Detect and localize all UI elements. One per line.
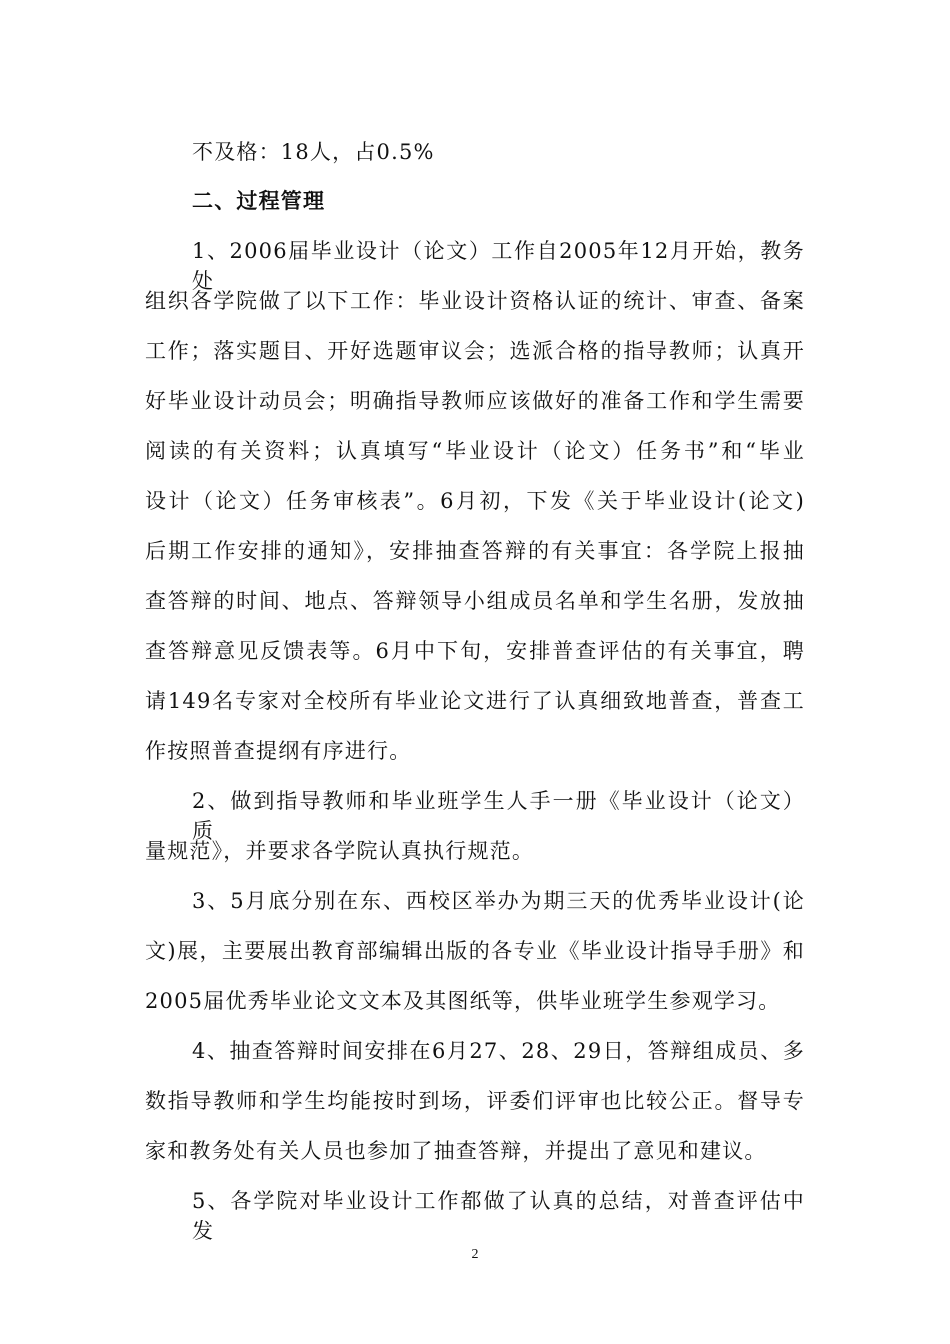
- paragraph-1-line-10: 请149名专家对全校所有毕业论文进行了认真细致地普查，普查工: [145, 689, 805, 713]
- paragraph-1-line-3: 工作；落实题目、开好选题审议会；选派合格的指导教师；认真开: [145, 339, 805, 363]
- paragraph-2-line-1: 2、做到指导教师和毕业班学生人手一册《毕业设计（论文）质: [192, 789, 805, 843]
- paragraph-1-line-2: 组织各学院做了以下工作：毕业设计资格认证的统计、审查、备案: [145, 289, 805, 313]
- paragraph-1-line-1: 1、2006届毕业设计（论文）工作自2005年12月开始，教务处: [192, 239, 805, 293]
- paragraph-1-line-8: 查答辩的时间、地点、答辩领导小组成员名单和学生名册，发放抽: [145, 589, 805, 613]
- paragraph-4-line-2: 数指导教师和学生均能按时到场，评委们评审也比较公正。督导专: [145, 1089, 805, 1113]
- paragraph-1-line-9: 查答辩意见反馈表等。6月中下旬，安排普查评估的有关事宜，聘: [145, 639, 805, 663]
- paragraph-1-line-6: 设计（论文）任务审核表”。6月初，下发《关于毕业设计(论文): [145, 489, 805, 513]
- paragraph-1-line-4: 好毕业设计动员会；明确指导教师应该做好的准备工作和学生需要: [145, 389, 805, 413]
- paragraph-3-line-1: 3、5月底分别在东、西校区举办为期三天的优秀毕业设计(论: [192, 889, 805, 913]
- section-heading: 二、过程管理: [192, 189, 326, 213]
- paragraph-2-line-2: 量规范》，并要求各学院认真执行规范。: [145, 839, 535, 863]
- paragraph-4-line-3: 家和教务处有关人员也参加了抽查答辩，并提出了意见和建议。: [145, 1139, 767, 1163]
- paragraph-1-line-5: 阅读的有关资料；认真填写“毕业设计（论文）任务书”和“毕业: [145, 439, 805, 463]
- page-number: 2: [471, 1247, 479, 1262]
- paragraph-3-line-3: 2005届优秀毕业论文文本及其图纸等，供毕业班学生参观学习。: [145, 989, 781, 1013]
- paragraph-5-line-1: 5、各学院对毕业设计工作都做了认真的总结，对普查评估中发: [192, 1189, 805, 1243]
- paragraph-1-line-11: 作按照普查提纲有序进行。: [145, 739, 412, 763]
- fail-count-line: 不及格：18人，占0.5%: [192, 140, 435, 164]
- paragraph-4-line-1: 4、抽查答辩时间安排在6月27、28、29日，答辩组成员、多: [192, 1039, 805, 1063]
- paragraph-3-line-2: 文)展，主要展出教育部编辑出版的各专业《毕业设计指导手册》和: [145, 939, 805, 963]
- paragraph-1-line-7: 后期工作安排的通知》，安排抽查答辩的有关事宜：各学院上报抽: [145, 539, 805, 563]
